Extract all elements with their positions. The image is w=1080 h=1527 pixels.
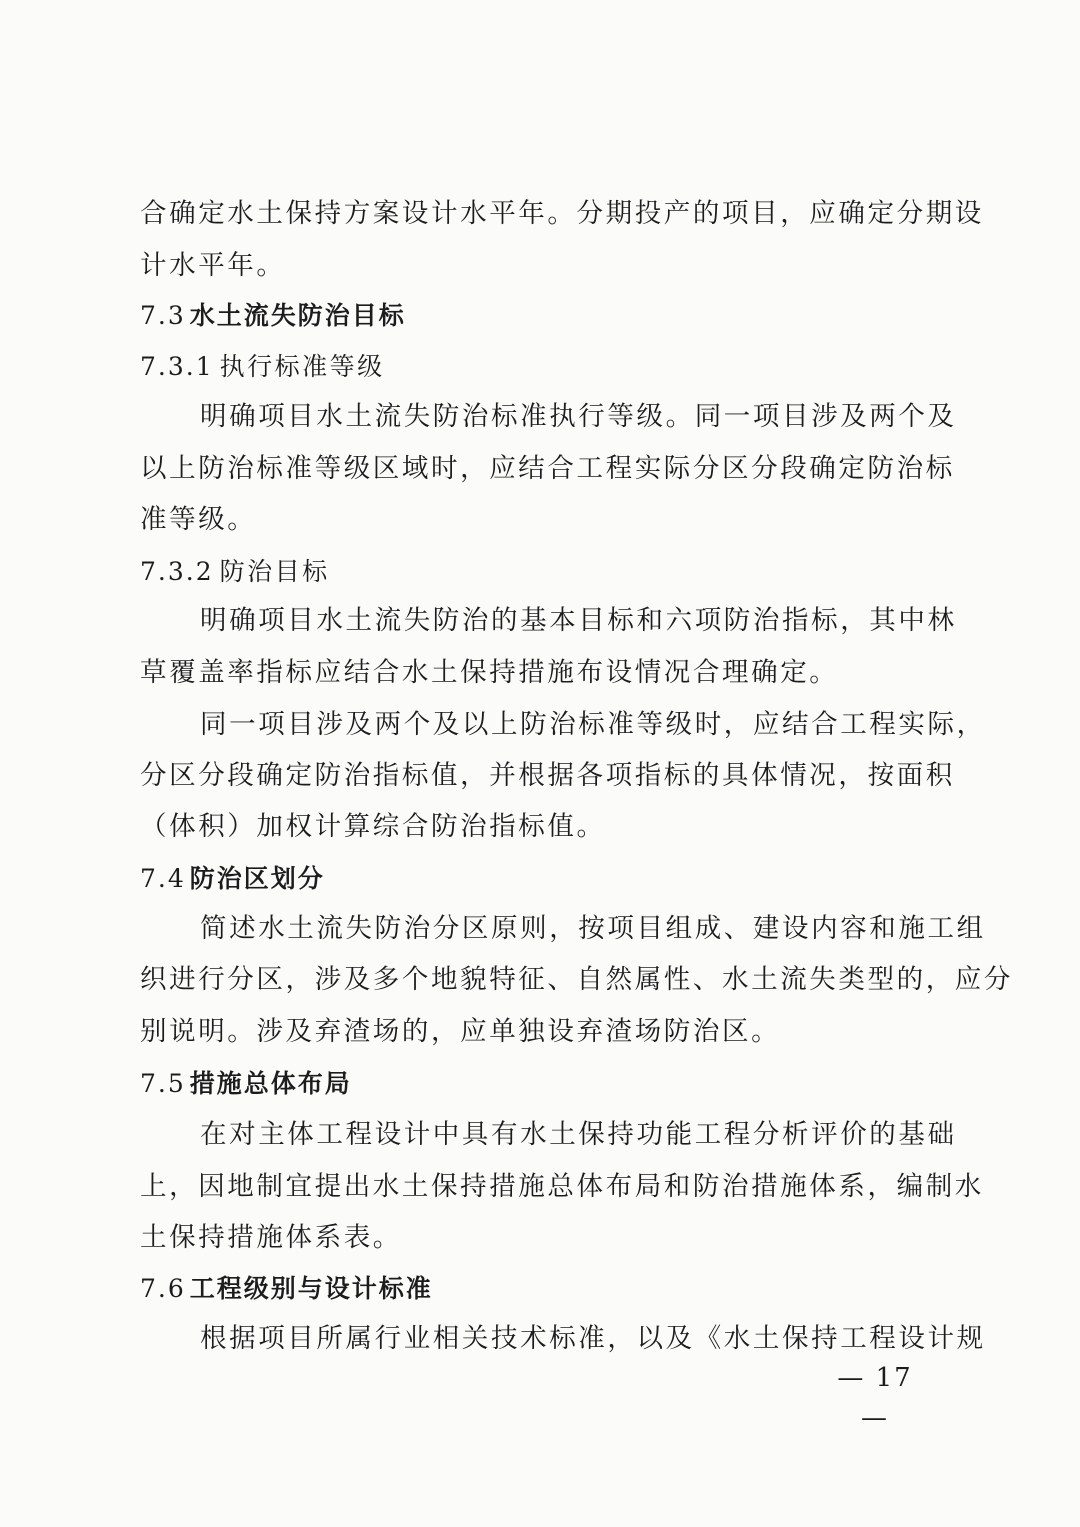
- section-title: 措施总体布局: [189, 1069, 352, 1098]
- paragraph-line: 以上防治标准等级区域时，应结合工程实际分区分段确定防治标: [140, 453, 955, 484]
- paragraph-line: 别说明。涉及弃渣场的，应单独设弃渣场防治区。: [140, 1016, 781, 1047]
- section-title: 防治目标: [219, 557, 330, 586]
- paragraph-line: 准等级。: [140, 504, 257, 535]
- paragraph-line: （体积）加权计算综合防治指标值。: [140, 811, 606, 842]
- section-title: 水土流失防治目标: [189, 301, 406, 330]
- section-number: 7.3: [140, 301, 186, 330]
- section-number: 7.3.1: [140, 352, 214, 381]
- page-number: — 17 —: [837, 1363, 913, 1433]
- section-title: 执行标准等级: [219, 352, 385, 381]
- paragraph-line: 在对主体工程设计中具有水土保持功能工程分析评价的基础: [200, 1119, 957, 1150]
- paragraph-line: 草覆盖率指标应结合水土保持措施布设情况合理确定。: [140, 657, 839, 688]
- text-line: 计水平年。: [140, 250, 286, 281]
- section-number: 7.3.2: [140, 557, 214, 586]
- section-heading-7-5: [140, 1058, 940, 1110]
- paragraph-line: 上，因地制宜提出水土保持措施总体布局和防治措施体系，编制水: [140, 1171, 984, 1202]
- section-title: 防治区划分: [189, 864, 325, 893]
- section-heading-7-6: [140, 1263, 940, 1315]
- section-heading-7-3: [140, 290, 940, 342]
- paragraph-line: 分区分段确定防治指标值，并根据各项指标的具体情况，按面积: [140, 760, 955, 791]
- section-number: 7.4: [140, 864, 186, 893]
- section-title: 工程级别与设计标准: [189, 1274, 433, 1303]
- paragraph-line: 织进行分区，涉及多个地貌特征、自然属性、水土流失类型的，应分: [140, 964, 1013, 995]
- section-number: 7.5: [140, 1069, 186, 1098]
- section-number: 7.6: [140, 1274, 186, 1303]
- section-heading-7-3-2: [140, 546, 940, 598]
- text-line: 合确定水土保持方案设计水平年。分期投产的项目，应确定分期设: [140, 198, 984, 229]
- paragraph-line: 简述水土流失防治分区原则，按项目组成、建设内容和施工组: [200, 913, 986, 944]
- paragraph-line: 明确项目水土流失防治的基本目标和六项防治指标，其中林: [200, 605, 957, 636]
- paragraph-line: 同一项目涉及两个及以上防治标准等级时，应结合工程实际，: [200, 709, 986, 740]
- paragraph-line: 明确项目水土流失防治标准执行等级。同一项目涉及两个及: [200, 401, 957, 432]
- section-heading-7-4: [140, 853, 940, 905]
- paragraph-line: 土保持措施体系表。: [140, 1222, 402, 1253]
- paragraph-line: 根据项目所属行业相关技术标准，以及《水土保持工程设计规: [200, 1323, 986, 1354]
- section-heading-7-3-1: [140, 341, 940, 393]
